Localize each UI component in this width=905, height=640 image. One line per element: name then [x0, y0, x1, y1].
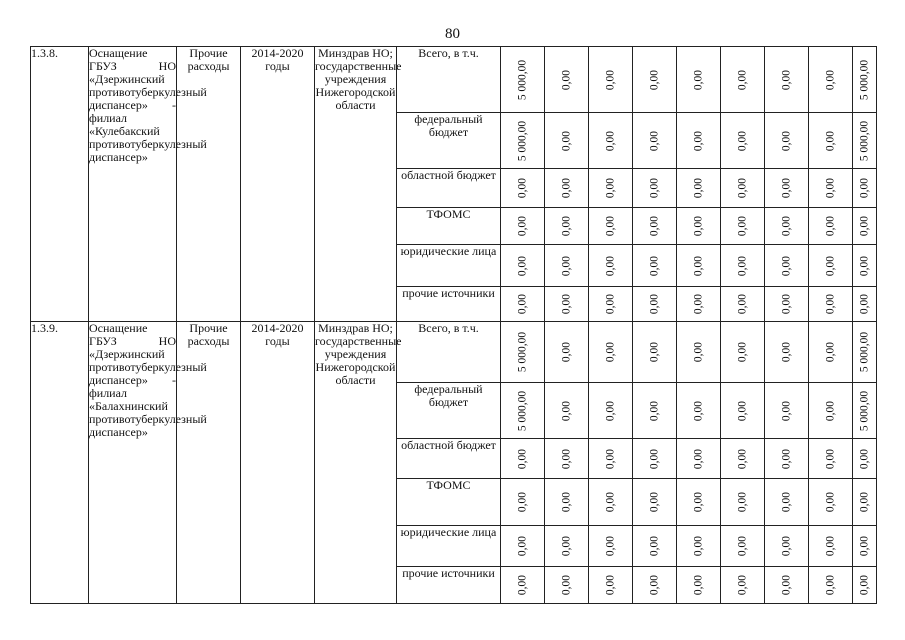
value-text: 0,00 — [736, 130, 748, 151]
value-text: 0,00 — [858, 448, 870, 469]
table-row — [31, 47, 877, 113]
value-cell — [853, 47, 877, 113]
value-text: 0,00 — [648, 574, 660, 596]
value-text: 0,00 — [736, 177, 748, 199]
value-cell — [501, 245, 545, 287]
value-text: 0,00 — [604, 448, 616, 469]
value-text: 0,00 — [858, 535, 870, 557]
value-text: 0,00 — [648, 293, 660, 315]
funding-source: федеральный бюджет — [397, 113, 501, 169]
value-cell — [545, 383, 589, 439]
value-cell — [809, 567, 853, 604]
value-cell — [501, 526, 545, 567]
value-text: 0,00 — [648, 215, 660, 237]
value-cell — [853, 208, 877, 245]
value-cell — [633, 287, 677, 322]
value-text: 0,00 — [560, 491, 572, 513]
value-text: 0,00 — [692, 255, 704, 276]
value-cell — [633, 383, 677, 439]
value-cell — [677, 47, 721, 113]
value-cell — [721, 287, 765, 322]
value-cell — [501, 113, 545, 169]
value-text: 0,00 — [692, 69, 704, 90]
value-cell — [589, 479, 633, 526]
value-text: 0,00 — [648, 535, 660, 557]
value-cell — [721, 113, 765, 169]
value-cell — [545, 322, 589, 383]
value-cell — [545, 245, 589, 287]
value-text: 0,00 — [604, 491, 616, 513]
value-text: 0,00 — [560, 177, 572, 199]
value-text: 0,00 — [736, 255, 748, 276]
value-text: 0,00 — [824, 215, 836, 237]
value-text: 0,00 — [604, 293, 616, 315]
value-cell — [721, 526, 765, 567]
value-text: 0,00 — [692, 448, 704, 469]
value-text: 0,00 — [736, 491, 748, 513]
page-number: 80 — [445, 26, 460, 42]
value-cell — [721, 567, 765, 604]
value-cell — [853, 113, 877, 169]
value-cell — [633, 567, 677, 604]
value-cell — [589, 526, 633, 567]
value-text: 0,00 — [516, 215, 528, 237]
value-text: 0,00 — [692, 215, 704, 237]
value-cell — [853, 287, 877, 322]
value-cell — [809, 208, 853, 245]
value-cell — [853, 439, 877, 479]
value-cell — [589, 383, 633, 439]
value-cell — [545, 169, 589, 208]
value-text: 0,00 — [824, 400, 836, 421]
funding-source: федеральный бюджет — [397, 383, 501, 439]
value-text: 0,00 — [692, 341, 704, 363]
value-cell — [633, 113, 677, 169]
value-cell — [721, 383, 765, 439]
value-text: 0,00 — [824, 574, 836, 596]
value-text: 0,00 — [780, 491, 792, 513]
value-cell — [809, 113, 853, 169]
executor: Минздрав НО; государственные учреждения Нижегородской области — [315, 47, 397, 322]
value-text: 5 000,00 — [516, 331, 528, 373]
value-cell — [633, 208, 677, 245]
value-cell — [765, 208, 809, 245]
funding-source: областной бюджет — [397, 169, 501, 208]
value-cell — [545, 47, 589, 113]
value-text: 0,00 — [560, 130, 572, 151]
funding-source: Всего, в т.ч. — [397, 47, 501, 113]
value-cell — [589, 322, 633, 383]
value-cell — [765, 287, 809, 322]
value-cell — [765, 47, 809, 113]
value-text: 0,00 — [604, 215, 616, 237]
value-text: 0,00 — [516, 255, 528, 276]
value-cell — [545, 479, 589, 526]
value-cell — [633, 47, 677, 113]
value-cell — [633, 169, 677, 208]
value-text: 0,00 — [648, 69, 660, 90]
value-cell — [853, 526, 877, 567]
value-text: 0,00 — [824, 293, 836, 315]
value-text: 0,00 — [824, 535, 836, 557]
value-text: 0,00 — [858, 491, 870, 513]
value-text: 0,00 — [604, 341, 616, 363]
funding-source: ТФОМС — [397, 208, 501, 245]
value-cell — [765, 322, 809, 383]
value-cell — [721, 169, 765, 208]
value-text: 0,00 — [692, 293, 704, 315]
value-cell — [633, 479, 677, 526]
value-cell — [677, 113, 721, 169]
value-cell — [501, 47, 545, 113]
value-cell — [809, 245, 853, 287]
value-cell — [501, 383, 545, 439]
value-text: 0,00 — [692, 177, 704, 199]
value-cell — [765, 567, 809, 604]
value-cell — [809, 287, 853, 322]
value-cell — [853, 245, 877, 287]
value-text: 0,00 — [736, 69, 748, 90]
value-text: 0,00 — [516, 491, 528, 513]
value-text: 0,00 — [824, 177, 836, 199]
value-text: 0,00 — [780, 293, 792, 315]
value-text: 0,00 — [560, 400, 572, 421]
value-text: 0,00 — [858, 255, 870, 276]
value-text: 0,00 — [858, 177, 870, 199]
value-cell — [765, 479, 809, 526]
value-cell — [677, 383, 721, 439]
value-text: 0,00 — [560, 448, 572, 469]
value-text: 5 000,00 — [858, 120, 870, 161]
value-text: 0,00 — [560, 574, 572, 596]
value-cell — [633, 439, 677, 479]
value-text: 0,00 — [824, 491, 836, 513]
item-name: Оснащение ГБУЗ НО «Дзержинский противотуберкулезный диспансер» - филиал «Балахнинский противотуберкулезный диспансер» — [89, 322, 177, 604]
value-cell — [501, 287, 545, 322]
value-text: 0,00 — [780, 177, 792, 199]
value-cell — [545, 526, 589, 567]
value-text: 5 000,00 — [858, 59, 870, 100]
value-cell — [765, 526, 809, 567]
value-text: 0,00 — [692, 130, 704, 151]
budget-table — [30, 46, 877, 604]
value-text: 0,00 — [692, 400, 704, 421]
value-text: 0,00 — [736, 535, 748, 557]
funding-source: юридические лица — [397, 245, 501, 287]
value-text: 0,00 — [516, 293, 528, 315]
value-cell — [677, 439, 721, 479]
value-cell — [589, 287, 633, 322]
period: 2014-2020 годы — [241, 322, 315, 604]
value-cell — [765, 383, 809, 439]
value-cell — [633, 322, 677, 383]
value-cell — [853, 322, 877, 383]
value-text: 0,00 — [560, 341, 572, 363]
value-cell — [677, 479, 721, 526]
funding-source: прочие источники — [397, 287, 501, 322]
value-text: 0,00 — [604, 177, 616, 199]
value-cell — [809, 439, 853, 479]
value-cell — [677, 567, 721, 604]
funding-source: Всего, в т.ч. — [397, 322, 501, 383]
value-text: 0,00 — [780, 535, 792, 557]
value-cell — [765, 113, 809, 169]
value-text: 0,00 — [780, 341, 792, 363]
value-text: 0,00 — [560, 69, 572, 90]
value-text: 0,00 — [648, 130, 660, 151]
value-cell — [589, 208, 633, 245]
value-text: 0,00 — [736, 448, 748, 469]
value-cell — [853, 169, 877, 208]
value-cell — [589, 113, 633, 169]
value-cell — [765, 245, 809, 287]
item-code: 1.3.8. — [31, 47, 89, 322]
value-text: 0,00 — [824, 448, 836, 469]
value-cell — [677, 322, 721, 383]
value-cell — [809, 47, 853, 113]
value-text: 0,00 — [858, 215, 870, 237]
value-cell — [501, 439, 545, 479]
value-text: 0,00 — [604, 130, 616, 151]
value-text: 0,00 — [824, 255, 836, 276]
value-text: 0,00 — [780, 448, 792, 469]
value-text: 0,00 — [604, 69, 616, 90]
value-text: 0,00 — [560, 535, 572, 557]
value-text: 0,00 — [692, 491, 704, 513]
value-text: 0,00 — [516, 535, 528, 557]
value-cell — [721, 439, 765, 479]
value-cell — [677, 208, 721, 245]
expense-type: Прочие расходы — [177, 47, 241, 322]
value-cell — [589, 245, 633, 287]
value-text: 5 000,00 — [858, 390, 870, 431]
value-cell — [721, 322, 765, 383]
value-cell — [501, 169, 545, 208]
value-cell — [721, 245, 765, 287]
value-text: 0,00 — [736, 341, 748, 363]
value-cell — [765, 439, 809, 479]
value-text: 0,00 — [648, 448, 660, 469]
value-text: 0,00 — [560, 255, 572, 276]
value-text: 0,00 — [648, 400, 660, 421]
table-row — [31, 322, 877, 383]
value-text: 0,00 — [824, 341, 836, 363]
value-cell — [589, 567, 633, 604]
value-cell — [809, 322, 853, 383]
value-text: 0,00 — [736, 574, 748, 596]
value-cell — [853, 479, 877, 526]
value-text: 0,00 — [858, 574, 870, 596]
value-text: 5 000,00 — [516, 120, 528, 161]
value-text: 0,00 — [604, 535, 616, 557]
value-text: 0,00 — [780, 574, 792, 596]
value-cell — [721, 479, 765, 526]
value-text: 0,00 — [780, 400, 792, 421]
funding-source: юридические лица — [397, 526, 501, 567]
value-cell — [589, 439, 633, 479]
value-text: 0,00 — [516, 574, 528, 596]
value-text: 0,00 — [736, 400, 748, 421]
value-cell — [677, 245, 721, 287]
value-text: 0,00 — [648, 255, 660, 276]
value-text: 5 000,00 — [516, 390, 528, 431]
value-text: 0,00 — [824, 130, 836, 151]
value-text: 0,00 — [858, 293, 870, 315]
value-cell — [677, 287, 721, 322]
value-text: 0,00 — [780, 130, 792, 151]
value-text: 0,00 — [692, 574, 704, 596]
value-text: 0,00 — [692, 535, 704, 557]
value-text: 5 000,00 — [516, 59, 528, 100]
value-cell — [545, 287, 589, 322]
value-text: 0,00 — [560, 293, 572, 315]
value-text: 0,00 — [648, 177, 660, 199]
value-cell — [633, 526, 677, 567]
value-text: 0,00 — [604, 400, 616, 421]
value-text: 0,00 — [780, 215, 792, 237]
value-text: 5 000,00 — [858, 331, 870, 373]
item-name: Оснащение ГБУЗ НО «Дзержинский противотуберкулезный диспансер» - филиал «Кулебакский противотуберкулезный диспансер» — [89, 47, 177, 322]
value-text: 0,00 — [516, 177, 528, 199]
value-text: 0,00 — [604, 574, 616, 596]
value-cell — [589, 169, 633, 208]
value-text: 0,00 — [516, 448, 528, 469]
value-cell — [721, 47, 765, 113]
value-text: 0,00 — [604, 255, 616, 276]
value-cell — [545, 567, 589, 604]
value-cell — [809, 169, 853, 208]
value-text: 0,00 — [780, 255, 792, 276]
value-cell — [545, 208, 589, 245]
value-cell — [501, 208, 545, 245]
value-cell — [501, 567, 545, 604]
value-cell — [765, 169, 809, 208]
value-text: 0,00 — [780, 69, 792, 90]
value-cell — [809, 526, 853, 567]
value-text: 0,00 — [560, 215, 572, 237]
executor: Минздрав НО; государственные учреждения Нижегородской области — [315, 322, 397, 604]
value-cell — [589, 47, 633, 113]
value-cell — [809, 479, 853, 526]
value-cell — [853, 383, 877, 439]
value-text: 0,00 — [648, 341, 660, 363]
value-cell — [501, 479, 545, 526]
expense-type: Прочие расходы — [177, 322, 241, 604]
value-text: 0,00 — [648, 491, 660, 513]
value-cell — [677, 169, 721, 208]
value-text: 0,00 — [824, 69, 836, 90]
value-cell — [721, 208, 765, 245]
value-text: 0,00 — [736, 215, 748, 237]
period: 2014-2020 годы — [241, 47, 315, 322]
funding-source: областной бюджет — [397, 439, 501, 479]
value-cell — [677, 526, 721, 567]
item-code: 1.3.9. — [31, 322, 89, 604]
value-cell — [501, 322, 545, 383]
value-cell — [545, 439, 589, 479]
value-cell — [545, 113, 589, 169]
value-cell — [809, 383, 853, 439]
value-text: 0,00 — [736, 293, 748, 315]
value-cell — [633, 245, 677, 287]
funding-source: ТФОМС — [397, 479, 501, 526]
funding-source: прочие источники — [397, 567, 501, 604]
value-cell — [853, 567, 877, 604]
